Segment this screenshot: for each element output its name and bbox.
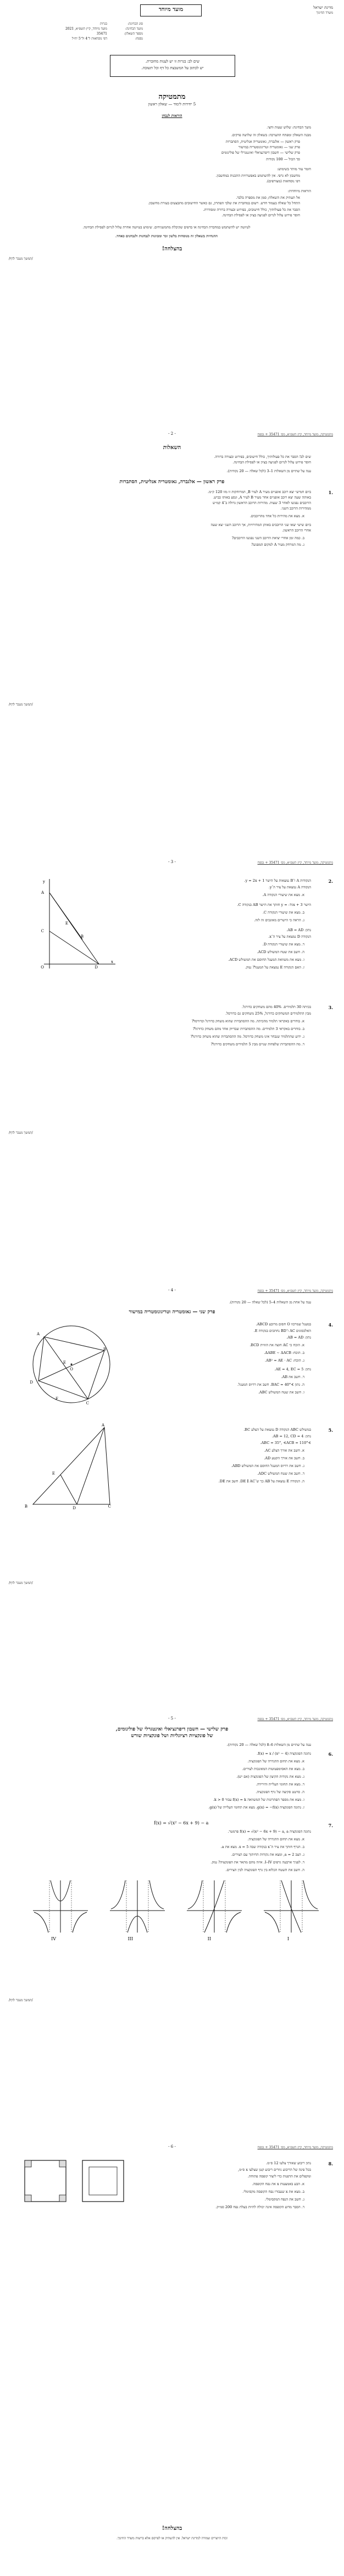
q7-line: א. מצא את תחום ההגדרה של הפונקציה. <box>247 1837 304 1841</box>
page-5 <box>0 1713 344 2141</box>
q6-line: ד. מצא את תחומי העלייה והירידה. <box>256 1782 304 1787</box>
figure-label-f: F <box>56 1397 58 1401</box>
chapter-3-title-1: פרק שלישי — חשבון דיפרנציאלי ואינטגרלי של פולינומים, <box>115 1727 229 1732</box>
q6-line: ו. מצא את מספר הפתרונות של המשוואה f(x) = k עבור k > 0. <box>213 1797 304 1802</box>
cover-line-2: פרק ראשון — אלגברה, גאומטריה אנליטית, הסתברות <box>225 139 300 144</box>
q8-line: א. הבע באמצעות x את נפח הקופסה. <box>252 2182 304 2186</box>
copyright: זכות היוצרים שמורה למדינת ישראל. אין להעתיק או לפרסם אלא ברשות משרד החינוך. <box>116 2536 228 2540</box>
question-2-number: .2 <box>328 878 333 884</box>
question-5-number: .5 <box>328 1427 333 1433</box>
q4-line: במעגל שמרכזו O חסום מרובע ABCD. <box>256 1322 311 1326</box>
draft-note: לטיוטה יש להשתמש במחברת הבחינה או בדפים שקיבלת מהמשגיחים. שימוש בטיוטה אחרת עלול לגרום לפסילת הבחינה. <box>82 225 251 229</box>
q4-line: א. הוכח כי AC חוצה את הזווית BCD. <box>249 1343 304 1347</box>
questions-title: השאלות <box>163 445 181 451</box>
corner-cut <box>59 2160 66 2167</box>
graph-iv-label: IV <box>51 1936 56 1941</box>
figure-label-c: C <box>41 929 44 933</box>
graph-i-curve-right <box>303 1880 318 1909</box>
continue-4: /המשך מעבר לדף/ <box>9 1581 33 1585</box>
good-luck-2: בהצלחה! <box>162 2525 182 2532</box>
q5-line: נתון: AB = 12, CD = 4. <box>271 1434 311 1438</box>
graph-ii-curve-right <box>226 1912 241 1933</box>
q7-line: ה. חשב את השטח הכלוא בין גרף הפונקציה לבין הצירים. <box>225 1868 304 1872</box>
figure-label-y: y <box>43 880 45 884</box>
meta-value-3: דפי נוסחאות ל־4 ול־5 יח״ל <box>71 37 107 41</box>
q3-line: ג. ידוע שהתלמיד שנבחר אינו משחק כדורסל. מה ההסתברות שהוא משחק כדורגל? <box>190 1034 304 1039</box>
diagonal-bd <box>38 1351 104 1381</box>
figure-label-o: O <box>41 965 44 970</box>
question-6-number: .6 <box>328 1751 333 1757</box>
running-head-5: מתמטיקה, מועד מיוחד, קיץ תשפ״א, מס׳ 35471 + נספח <box>257 1717 333 1721</box>
q2-line: ז. האם הנקודה E נמצאת על המעגל? נמק. <box>245 965 304 970</box>
cover-line-4: פרק שלישי — חשבון דיפרנציאלי ואינטגרלי של פולינומים <box>221 150 300 155</box>
page-2 <box>0 428 344 856</box>
notice-line-2: יש לכתוב על המשבצת כל דף וכל תשובה. <box>141 66 204 70</box>
q4-line: ה. נתון ∢BAC = 40°. חשב את רדיוס המעגל. <box>237 1382 304 1387</box>
graph-iii <box>110 1880 165 1941</box>
graph-iv <box>33 1880 88 1941</box>
q5-line: ג. חשב את רדיוס המעגל החוסם את המשולש ABD. <box>231 1464 304 1468</box>
page-number-3: - 3 - <box>168 860 176 864</box>
cover-line-11: התחל כל שאלה בעמוד חדש. רשום במחברת את שלבי הפתרון, גם כאשר החישובים מתבצעים בעזרת מחשבון. <box>148 201 300 205</box>
running-head-3: מתמטיקה, מועד מיוחד, קיץ תשפ״א, מס׳ 35471 + נספח <box>257 861 333 865</box>
chapter-2-title: פרק שני — גאומטריה וטריגונומטריה במישור <box>129 1309 215 1315</box>
question-3-number: .3 <box>328 1005 333 1010</box>
notice-line-1: שים לב: בגרות זו יש לענות מחוברת. <box>145 59 200 64</box>
line-ab <box>49 893 82 939</box>
q1-line: הרוכבים נפגשו לאחר 3 שעות. מהירות הרוכב הראשון גדולה ב־4 קמ״ש <box>212 501 311 505</box>
figure-label-b: B <box>103 1347 106 1352</box>
q3-line: ב. בוחרים באקראי 3 תלמידים. מה ההסתברות שבדיוק אחד מהם משחק כדורגל? <box>192 1027 304 1031</box>
figure-label-a: A <box>41 891 44 895</box>
continue-5: /המשך מעבר לדף/ <box>9 1998 33 2002</box>
diagonal-ac <box>44 1337 88 1399</box>
q1-line: ממהירות הרוכב השני. <box>280 506 311 511</box>
q2-line: הישר y = -½x + 3 חותך את הישר AB בנקודה C. <box>237 903 311 907</box>
cover-line-9: הוראות מיוחדות: <box>287 189 311 193</box>
box-base <box>89 2167 117 2195</box>
figure-label-e: E <box>63 1360 66 1365</box>
instructions-title: הוראות לנבחן <box>162 113 182 118</box>
q1-line: א. מצא את מהירות כל אחד מהרוכבים. <box>249 514 304 518</box>
figure-label-d: D <box>95 965 98 970</box>
q2-figure <box>33 876 121 970</box>
question-7-number: .7 <box>328 1823 333 1828</box>
page-number-4: - 4 - <box>168 1288 176 1292</box>
running-head-6: מתמטיקה, מועד מיוחד, קיץ תשפ״א, מס׳ 35471 + נספח <box>257 2146 333 2149</box>
q1-line: ב. כמה זמן אחרי יציאת הרוכב השני נפגשו הרוכבים? <box>231 536 304 540</box>
q7-formula: f(x) = √(x² − 6x + 9) − a <box>154 1821 209 1825</box>
q2-line: ב. מצא את שיעורי הנקודה C. <box>262 910 304 915</box>
q6-line: ה. סרטט סקיצה של גרף הפונקציה. <box>256 1790 304 1794</box>
figure-label-a: A <box>36 1332 40 1336</box>
meta-label-3: נספח: <box>135 37 143 41</box>
line-cd <box>49 931 99 964</box>
segment-ad <box>77 1427 104 1504</box>
cover-line-7: מחשבון לא גרפי. אין להשתמש באפשרויות התכנות במחשבון. <box>215 173 300 178</box>
running-head-4: מתמטיקה, מועד מיוחד, קיץ תשפ״א, מס׳ 35471 + נספח <box>257 1289 333 1293</box>
figure-label-d: D <box>30 1380 33 1385</box>
graph-i-curve-left <box>265 1912 279 1933</box>
cover-line-8: דפי נוסחאות (מצורפים). <box>266 179 300 183</box>
org-sub: משרד החינוך <box>316 11 333 15</box>
open-box <box>82 2160 124 2202</box>
q8-line: ומקפלים את הדפנות כדי ליצור קופסה פתוחה. <box>247 2174 311 2179</box>
q5-figure <box>22 1422 115 1510</box>
figure-label-o: O <box>70 1367 73 1371</box>
q3-line: א. בוחרים באקראי תלמיד מהכיתה. מה ההסתברות שהוא משחק כדורגל וכדורסל? <box>191 1019 304 1023</box>
meta-value-1: מועד מיוחד, קיץ תשפ״א, 2021 <box>65 27 107 31</box>
figure-label-d: D <box>73 1506 76 1510</box>
p2-note-1: שים לב! הסבר את כל פעולותיך, כולל חישובים, בפירוט ובצורה ברורה. <box>214 455 311 459</box>
q2-line: הנקודות A ו־B נמצאות על הישר y = 2x + 1. <box>244 878 311 883</box>
q2-line: ו. מצא את משוואת המעגל החוסם את המשולש ACD. <box>228 957 304 962</box>
q8-figure <box>22 2158 132 2207</box>
graph-ii-label: II <box>207 1936 211 1941</box>
meta-label-0: סוג הבחינה: <box>127 22 143 26</box>
q8-line: נתון ריבוע שאורך צלעו 12 ס״מ. <box>266 2161 311 2165</box>
cover-line-3: פרק שני — גאומטריה וטריגונומטריה במישור <box>238 145 300 149</box>
q4-line: ב. הוכח: ΔABE ∼ ΔACB. <box>264 1351 304 1355</box>
gender-note: ההנחיות בשאלון זה מנוסחות בלשון זכר ומכוונות לנבחנות ולנבחנים כאחד. <box>115 234 218 238</box>
continue-1: /המשך מעבר לדף/ <box>9 257 33 261</box>
subject-title: מתמטיקה <box>158 93 186 101</box>
q7-graphs <box>22 1878 330 1944</box>
q6-line: ב. מצא את האסימפטוטות המאונכות לצירים. <box>242 1767 304 1771</box>
p2-note-2: חוסר פירוט עלול לגרום לפגיעה בציון או לפסילת הבחינה. <box>232 460 311 464</box>
q6-line: א. מצא את תחום ההגדרה של הפונקציה. <box>247 1759 304 1763</box>
meta-label-1: מועד הבחינה: <box>125 27 143 31</box>
graph-i-label: I <box>287 1936 289 1941</box>
graph-iii-label: III <box>127 1936 133 1941</box>
question-8-number: .8 <box>328 2161 333 2166</box>
q2-line: ד. מצא את שיעורי הנקודה D. <box>262 942 304 947</box>
chapter-3-title-2: של פונקציות רציונליות ושל פונקציות שורש <box>131 1733 213 1739</box>
q4-line: נתון: AB = AD. <box>286 1335 311 1340</box>
cover-line-13: חוסר פירוט עלול לגרום לפגיעה בציון או לפסילת הבחינה. <box>221 213 300 217</box>
q8-line: ב. מצא את x שעבורו נפח הקופסה מקסימלי. <box>242 2189 304 2194</box>
continue-2: /המשך מעבר לדף/ <box>9 703 33 707</box>
continue-3: /המשך מעבר לדף/ <box>9 1131 33 1135</box>
q8-line: בכל פינה של הריבוע גוזרים ריבוע קטן שצלעו x ס״מ, <box>238 2168 311 2172</box>
figure-label-x: x <box>111 960 113 964</box>
q5-line: ה. הנקודה E נמצאת על AB כך ש־DE ∥ AC. חשב את DE. <box>218 1479 304 1483</box>
q3-line: מבין התלמידים המשחקים כדורגל, 25% משחקים גם כדורסל. <box>225 1011 311 1016</box>
exam-title: מועד מיוחד <box>158 7 184 13</box>
q6-line: נתונה הפונקציה f(x) = x / (x² − 4). <box>257 1751 311 1756</box>
corner-cut <box>59 2195 66 2202</box>
q8-line: ג. חשב את הנפח המקסימלי. <box>264 2197 304 2202</box>
figure-label-b: B <box>80 934 84 939</box>
center-dot <box>71 1364 73 1365</box>
q4-line: ו. חשב את שטח המשולש ABC. <box>258 1390 304 1395</box>
q2-line: הנקודה D נמצאת על ציר ה־x. <box>268 934 311 939</box>
running-head-2: מתמטיקה, מועד מיוחד, קיץ תשפ״א, מס׳ 35471 + נספח <box>257 433 333 436</box>
segment-de <box>60 1475 77 1504</box>
cover-line-12: הסבר את כל פעולותיך, כולל חישובים, בפירוט ובצורה ברורה ומסודרת. <box>203 208 300 212</box>
q4-line: האלכסונים AC ו־BD נחתכים בנקודה E. <box>253 1329 311 1333</box>
p4-instruction: ענה על אחת מן השאלות 4–5 (לכל שאלה — 20 נקודות). <box>229 1300 311 1304</box>
q2-line: ה. חשב את שטח המשולש ACD. <box>257 950 304 954</box>
q5-line: ב. חשב את אורך הקטע AD. <box>264 1456 304 1460</box>
good-luck-1: בהצלחה! <box>162 246 182 252</box>
cover-line-10: אל תעתיק את השאלה; סמן את מספרה בלבד. <box>236 195 300 200</box>
graph-iii-curve-left <box>111 1880 125 1909</box>
q6-line: ג. מצא את נקודות הקיצון של הפונקציה (אם יש). <box>236 1774 304 1779</box>
meta-value-0: בגרות <box>99 22 107 26</box>
q7-line: ד. לפניך ארבעה גרפים I–IV. איזה מהם מתאר את הפונקציה? נמק. <box>210 1860 304 1864</box>
q2-line: א. מצא את שיעורי הנקודה A. <box>262 893 304 897</box>
p2-instruction: ענה על שתיים מן השאלות 1–3 (לכל שאלה — 20 נקודות). <box>226 469 311 473</box>
q2-line: ג. הראה כי הישרים מאונכים זה לזה. <box>254 918 304 922</box>
graph-i <box>264 1880 319 1941</box>
meta-value-2: 35471 <box>96 32 107 36</box>
q3-line: ד. מה ההסתברות שלפחות שניים מבין 5 תלמידים משחקים כדורגל? <box>210 1042 304 1046</box>
figure-label-a: A <box>101 1423 104 1427</box>
page-number-5: - 5 - <box>168 1716 176 1721</box>
meta-label-2: מספר השאלון: <box>124 32 143 36</box>
corner-cut <box>25 2160 31 2167</box>
q1-line: ג. מה המרחק מעיר A למקום המפגש? <box>251 542 304 547</box>
subject-subtitle: 5 יחידות לימוד — שאלון ראשון <box>148 102 196 107</box>
page-number-6: - 6 - <box>168 2144 176 2149</box>
q7-line: ב. הגרף חותך את ציר ה־x בנקודה שבה x = 5. מצא את a. <box>220 1845 304 1849</box>
q4-line: ד. חשב את AB. <box>281 1375 304 1379</box>
page-number-2: - 2 - <box>168 432 176 436</box>
q5-line: ∢ABC = 35°, ∢ACB = 110°. <box>260 1441 311 1445</box>
figure-label-b: B <box>24 1504 27 1509</box>
triangle-abc <box>33 1427 110 1504</box>
page-4 <box>0 1285 344 1713</box>
q1-line: באותה שעה יצא רוכב אופניים אחר מעיר B לעיר A, ונסע באותו כביש. <box>213 495 311 500</box>
q5-line: במשולש ABC הנקודה D נמצאת על הצלע BC. <box>243 1427 311 1432</box>
q7-line: ג. הצב a = 2, ומצא את נקודות החיתוך עם הצירים. <box>231 1852 304 1857</box>
q8-line: ד. הסבר מדוע הקופסה אינה יכולה להיות בעלת נפח 200 סמ״ק. <box>215 2205 304 2209</box>
q6-line: ז. נתונה הפונקציה g(x) = −f(x). מצא את תחומי העלייה של g(x). <box>208 1805 304 1810</box>
q4-line: נתון: AE = 4, EC = 5. <box>274 1367 311 1371</box>
cover-line-0: משך הבחינה: שלוש שעות וחצי. <box>267 125 311 130</box>
figure-label-c: C <box>86 1401 89 1405</box>
graph-iii-curve-right <box>149 1880 164 1909</box>
graph-ii-curve-left <box>188 1880 202 1909</box>
page-1 <box>0 0 344 428</box>
graph-iv-curve-right <box>73 1912 87 1933</box>
q1-line: ביום חמישי יצא רוכב אופניים מעיר A לעיר B, המרוחקות זו מזו 120 ק״מ. <box>208 490 311 494</box>
cover-line-1: מבנה השאלון ומפתח ההערכה: בשאלון זה שלושה פרקים. <box>231 133 311 137</box>
figure-label-c: C <box>108 1504 111 1509</box>
q2-line: הנקודה A נמצאת על ציר ה־y. <box>268 885 311 889</box>
figure-label-e: E <box>52 1471 55 1476</box>
q2-line: נתון: AB = AD. <box>286 928 311 932</box>
q4-line: ג. הוכח: AB² = AE · AC. <box>264 1358 304 1363</box>
q1-line: ביום שישי יצאו שני הרוכבים באותן המהירויות, אך הרוכב השני יצא שעה <box>210 523 311 527</box>
page-6 <box>0 2141 344 2576</box>
figure-label-e: E <box>65 921 68 926</box>
q5-line: א. חשב את אורך הצלע AC. <box>264 1448 304 1453</box>
question-4-number: .4 <box>328 1322 333 1328</box>
q4-figure <box>22 1318 121 1411</box>
q7-line: נתונה הפונקציה f(x) = √(x² − 6x + 9) − a, a פרמטר. <box>228 1829 311 1834</box>
graph-ii <box>187 1880 242 1941</box>
q3-line: בכיתה 30 תלמידים. 40% מהם משחקים כדורגל. <box>242 1005 311 1009</box>
page-3 <box>0 856 344 1285</box>
org-name: מדינת ישראל <box>313 5 333 10</box>
p5-instruction: ענה על שתיים מן השאלות 6–8 (לכל שאלה — 20 נקודות). <box>226 1743 311 1747</box>
corner-cut <box>25 2195 31 2202</box>
cover-line-6: חומר עזר מותר בשימוש: <box>277 167 311 171</box>
chapter-1-title: פרק ראשון — אלגברה, גאומטריה אנליטית, הסתברות <box>119 479 225 485</box>
question-1-number: .1 <box>328 490 333 495</box>
q5-line: ד. חשב את שטח המשולש ADC. <box>257 1471 304 1476</box>
q1-line: אחרי הרוכב הראשון. <box>282 528 311 533</box>
cover-line-5: סך הכול — 100 נקודות <box>266 157 300 161</box>
graph-iv-curve-left <box>34 1912 48 1933</box>
